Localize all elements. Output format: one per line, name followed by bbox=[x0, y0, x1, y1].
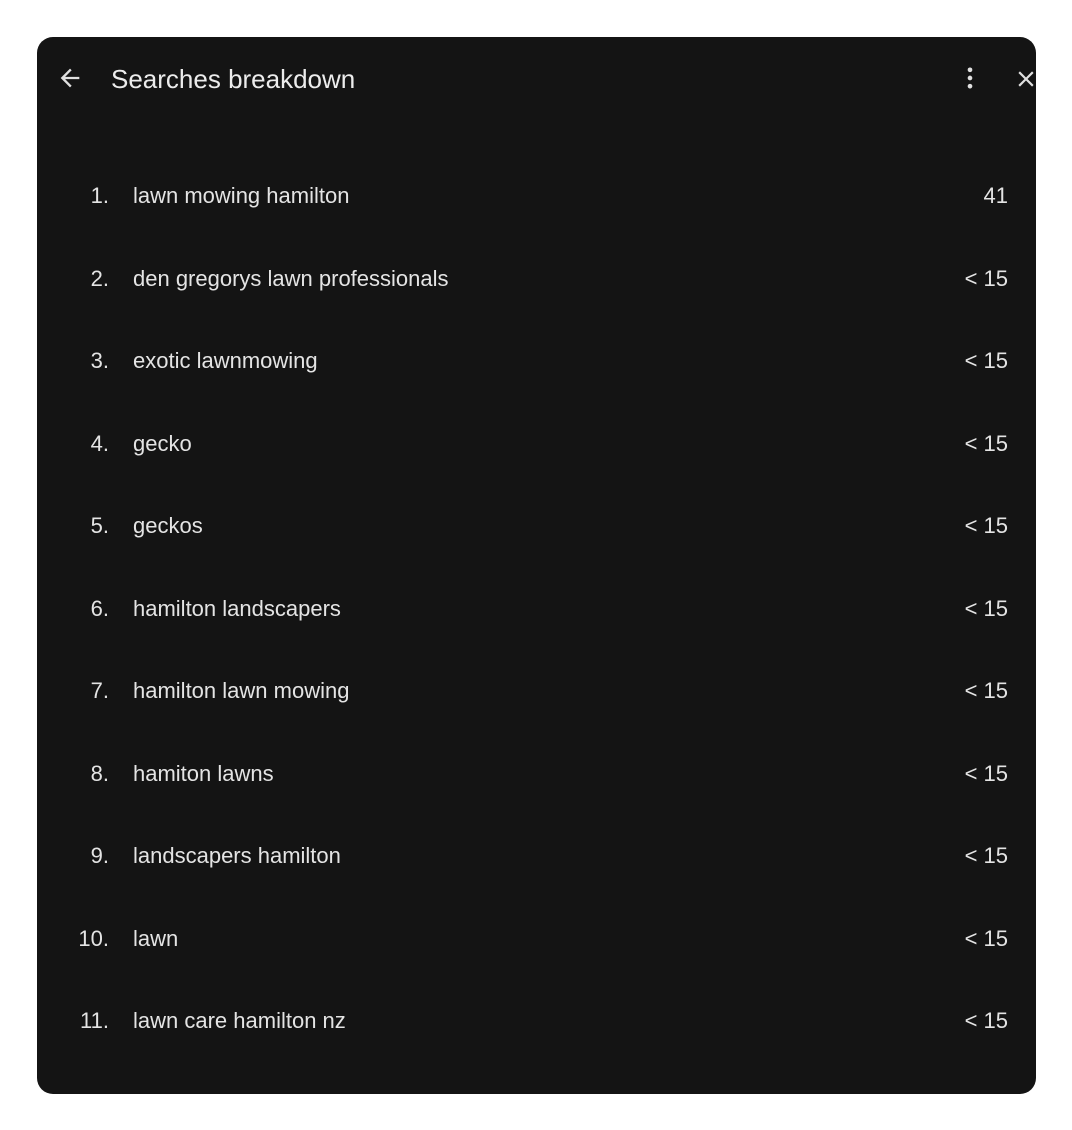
searches-list bbox=[37, 155, 1036, 1063]
list-item bbox=[37, 568, 1036, 651]
search-rank: 5. bbox=[90, 513, 109, 538]
list-item bbox=[37, 980, 1036, 1063]
arrow-left-icon bbox=[56, 64, 84, 92]
search-rank: 3. bbox=[90, 348, 109, 373]
search-query: gecko bbox=[133, 430, 192, 456]
list-item bbox=[37, 155, 1036, 238]
search-query: hamilton lawn mowing bbox=[133, 678, 350, 703]
search-count: < 15 bbox=[964, 843, 1008, 868]
search-count: < 15 bbox=[964, 430, 1008, 456]
search-count: 41 bbox=[983, 183, 1008, 208]
more-options-button[interactable] bbox=[955, 63, 985, 93]
search-query: lawn bbox=[133, 925, 179, 951]
search-query: lawn mowing hamilton bbox=[133, 183, 350, 208]
searches-breakdown-panel bbox=[37, 37, 1036, 1094]
page-title: Searches breakdown bbox=[111, 64, 356, 94]
close-button[interactable] bbox=[1013, 66, 1036, 92]
search-query: den gregorys lawn professionals bbox=[133, 265, 449, 291]
search-rank: 4. bbox=[90, 430, 109, 456]
search-query: geckos bbox=[133, 513, 203, 538]
search-count: < 15 bbox=[964, 1008, 1008, 1033]
search-query: exotic lawnmowing bbox=[133, 348, 318, 373]
search-rank: 7. bbox=[90, 678, 109, 703]
list-item bbox=[37, 650, 1036, 733]
search-query: landscapers hamilton bbox=[133, 843, 341, 868]
search-count: < 15 bbox=[964, 513, 1008, 538]
panel-header bbox=[37, 37, 1036, 123]
list-item bbox=[37, 238, 1036, 321]
search-rank: 10. bbox=[78, 925, 109, 951]
search-rank: 2. bbox=[90, 265, 109, 291]
search-count: < 15 bbox=[964, 265, 1008, 291]
search-query: hamiton lawns bbox=[133, 760, 274, 786]
search-rank: 9. bbox=[90, 843, 109, 868]
list-item bbox=[37, 320, 1036, 403]
search-count: < 15 bbox=[964, 348, 1008, 373]
search-count: < 15 bbox=[964, 925, 1008, 951]
search-query: hamilton landscapers bbox=[133, 595, 341, 621]
back-button[interactable] bbox=[53, 61, 87, 95]
search-query: lawn care hamilton nz bbox=[133, 1008, 346, 1033]
search-count: < 15 bbox=[964, 595, 1008, 621]
search-rank: 8. bbox=[90, 760, 109, 786]
search-rank: 11. bbox=[80, 1008, 109, 1033]
more-vertical-icon bbox=[956, 64, 984, 92]
list-item bbox=[37, 898, 1036, 981]
list-item bbox=[37, 485, 1036, 568]
search-count: < 15 bbox=[964, 678, 1008, 703]
list-item bbox=[37, 815, 1036, 898]
search-rank: 1. bbox=[90, 183, 109, 208]
list-item bbox=[37, 733, 1036, 816]
search-count: < 15 bbox=[964, 760, 1008, 786]
list-item bbox=[37, 403, 1036, 486]
close-icon bbox=[1013, 66, 1036, 92]
search-rank: 6. bbox=[90, 595, 109, 621]
